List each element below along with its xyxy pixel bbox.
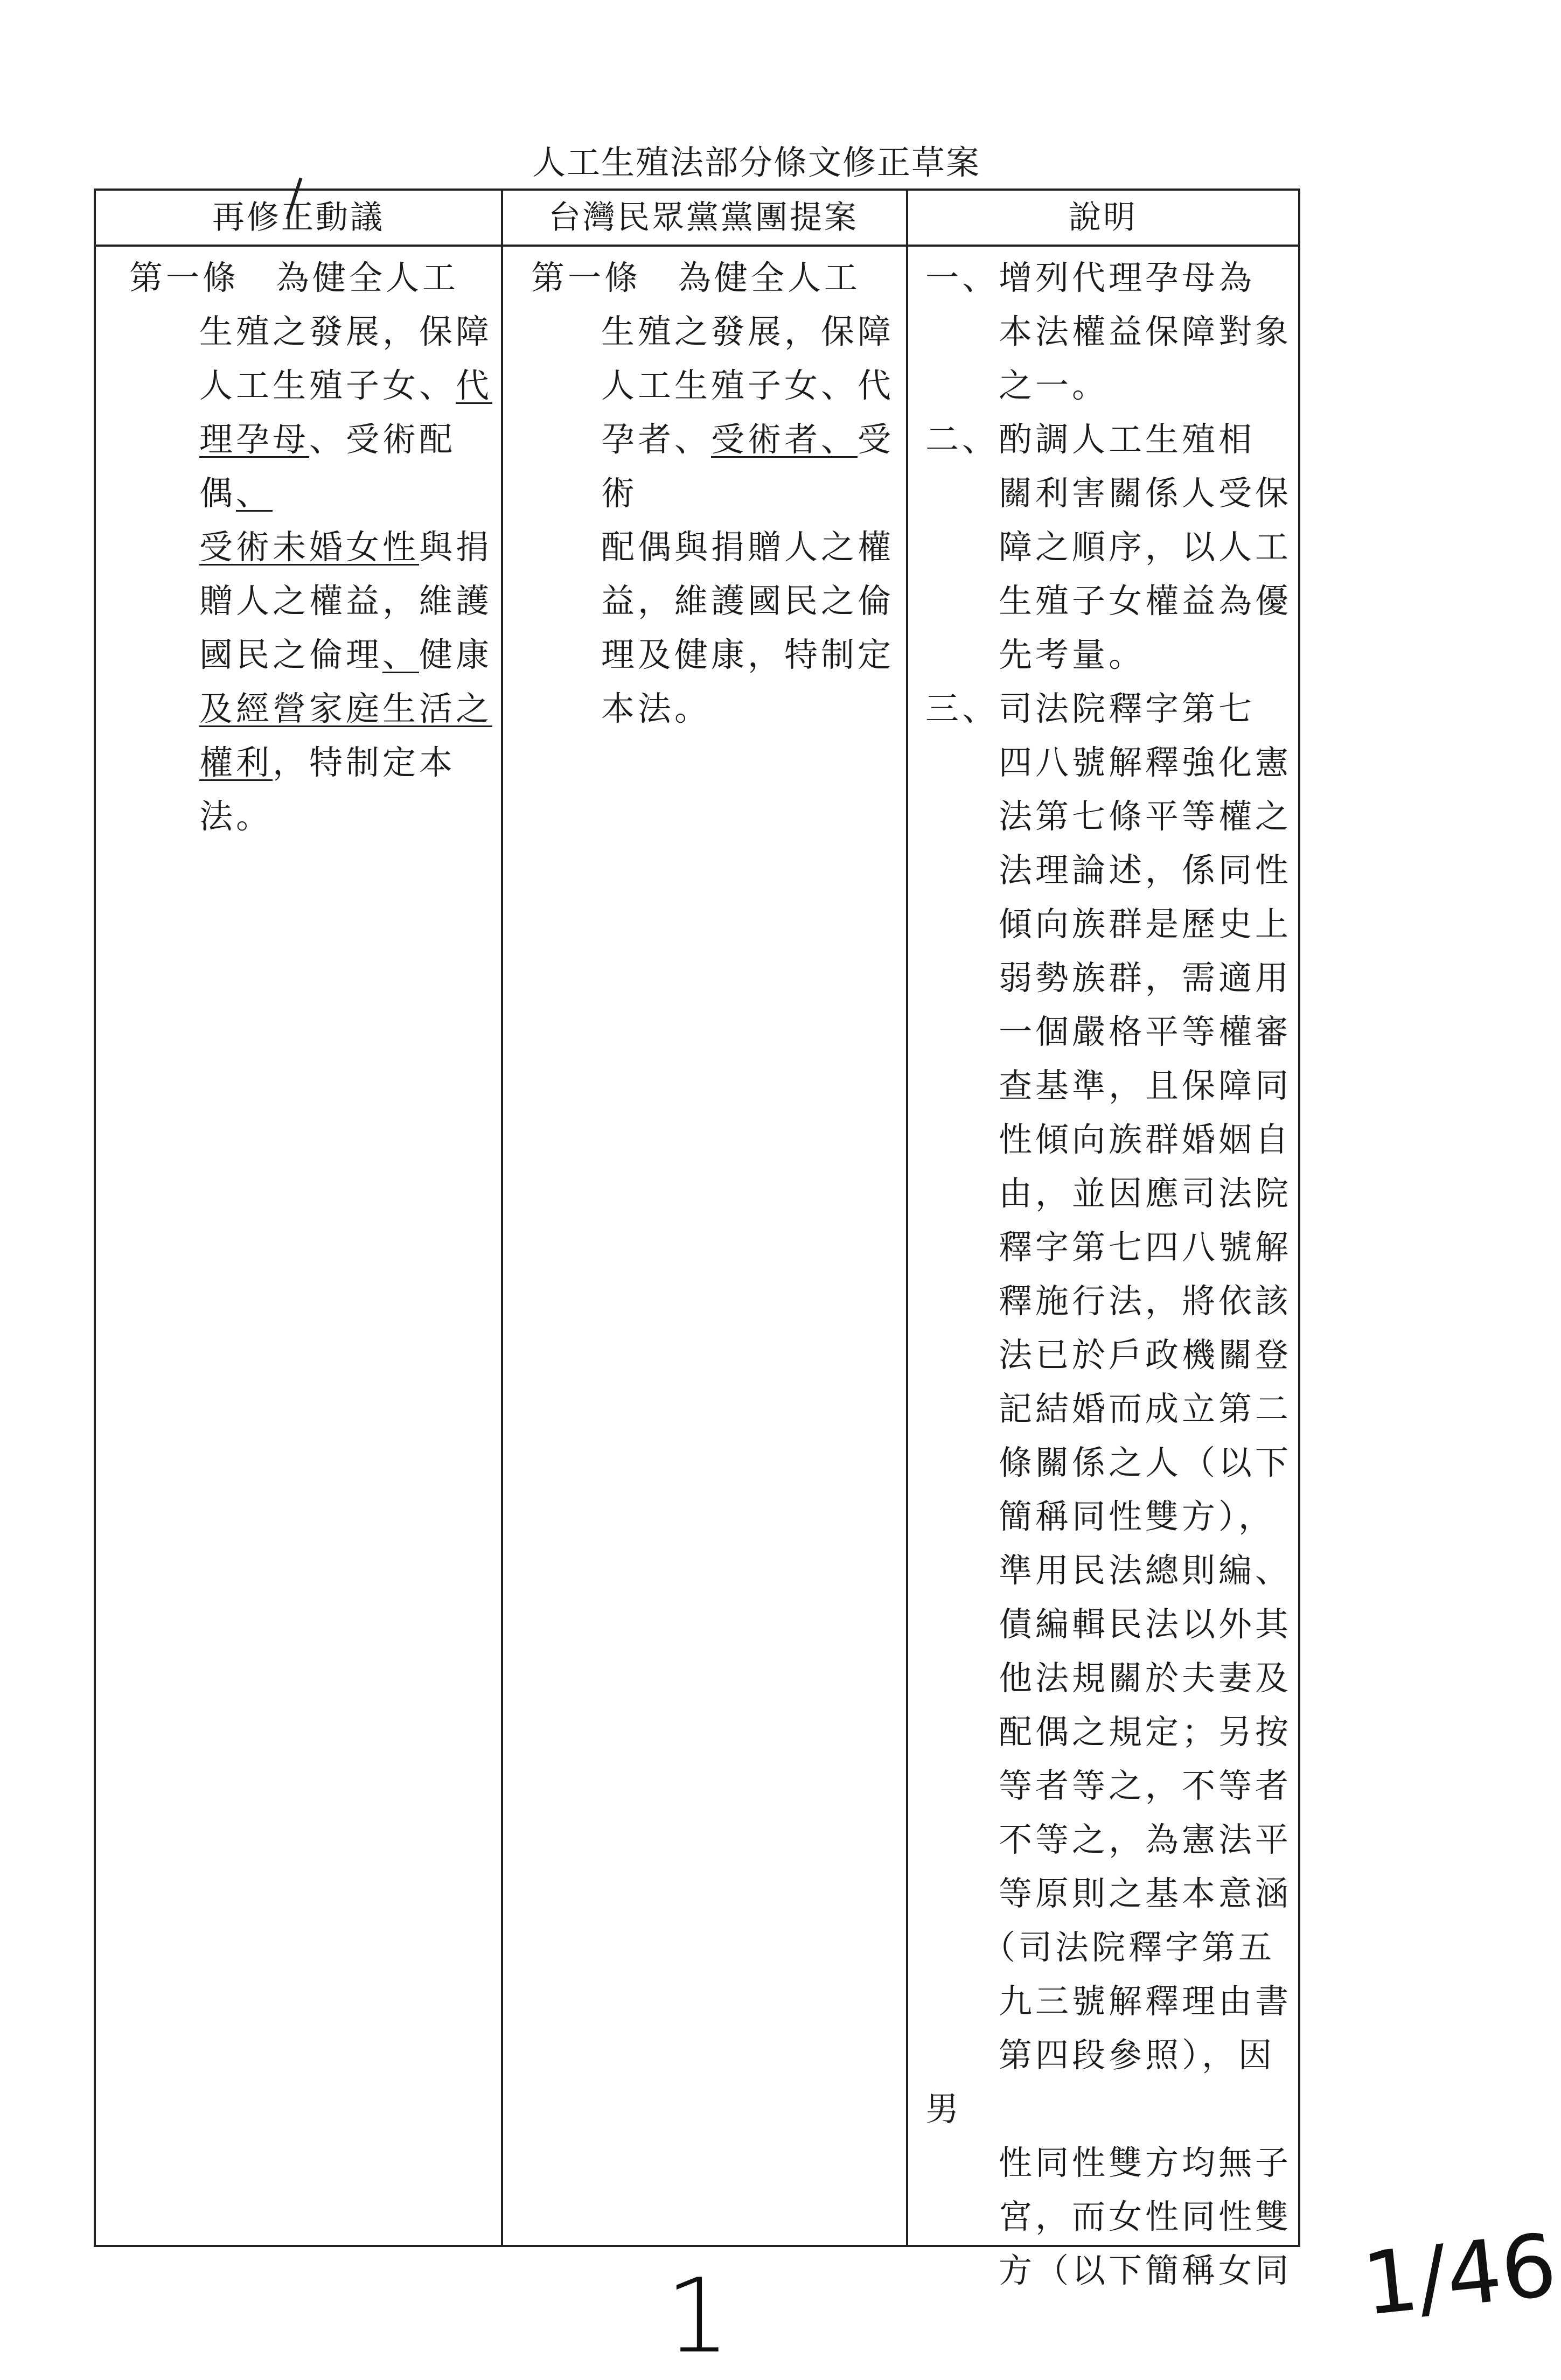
cell-col1 <box>129 251 496 843</box>
col3-line: 簡稱同性雙方）， <box>925 1497 1276 1536</box>
col3-line: 等原則之基本意涵 <box>925 1874 1292 1913</box>
col3-line: 查基準，且保障同 <box>925 1066 1292 1105</box>
col3-line: 二、酌調人工生殖相 <box>925 420 1256 459</box>
col3-line: 三、司法院釋字第七 <box>925 689 1256 728</box>
col3-line: 性同性雙方均無子 <box>925 2143 1292 2182</box>
col3-line: 記結婚而成立第二 <box>925 1389 1292 1428</box>
col1-line: 理孕母、受術配偶、 <box>199 420 456 513</box>
col2-line: 生殖之發展，保障 <box>601 312 895 351</box>
col2-line: 益，維護國民之倫 <box>601 581 895 620</box>
col3-line: 等者等之，不等者 <box>925 1766 1292 1805</box>
col3-line: 傾向族群是歷史上 <box>925 904 1292 944</box>
col1-line: 受術未婚女性與捐 <box>199 527 493 567</box>
comparison-table <box>94 189 1300 2290</box>
header-divider <box>96 245 1298 247</box>
col3-line: 由，並因應司法院 <box>925 1174 1292 1213</box>
handwritten-page-number: 1 <box>665 2257 730 2376</box>
col3-line: 準用民法總則編、 <box>925 1551 1292 1590</box>
col3-line: 不等之，為憲法平 <box>925 1820 1292 1859</box>
col3-line: 方（以下簡稱女同 <box>925 2251 1292 2290</box>
col1-line: 贈人之權益，維護 <box>199 581 493 620</box>
cell-col3 <box>925 251 1297 2298</box>
col3-line: 法第七條平等權之 <box>925 797 1292 836</box>
col2-line: 人工生殖子女、代 <box>601 366 895 405</box>
header-col3: 說明 <box>1069 199 1138 236</box>
col3-line: 先考量。 <box>925 635 1146 674</box>
column-divider-1 <box>501 191 503 2245</box>
col3-line: 障之順序，以人工 <box>925 527 1292 567</box>
col3-line: （司法院釋字第五 <box>925 1928 1276 1967</box>
col3-line: 法已於戶政機關登 <box>925 1335 1292 1374</box>
col3-line: 第四段參照），因男 <box>925 2035 1276 2128</box>
document-title: 人工生殖法部分條文修正草案 <box>532 143 980 182</box>
col1-line: 生殖之發展，保障 <box>199 312 493 351</box>
col3-line: 性傾向族群婚姻自 <box>925 1120 1292 1159</box>
cell-col2 <box>531 251 897 736</box>
col3-line: 他法規關於夫妻及 <box>925 1658 1292 1698</box>
col1-line: 第一條 為健全人工 <box>129 258 459 297</box>
column-divider-2 <box>906 191 908 2245</box>
header-col2: 台灣民眾黨黨團提案 <box>548 199 859 236</box>
col3-line: 配偶之規定；另按 <box>925 1712 1292 1751</box>
col3-line: 法理論述，係同性 <box>925 850 1292 890</box>
col1-line: 及經營家庭生活之 <box>199 689 493 728</box>
col1-line: 權利，特制定本法。 <box>199 743 456 836</box>
col3-line: 債編輯民法以外其 <box>925 1604 1292 1644</box>
col3-line: 釋施行法，將依該 <box>925 1281 1292 1321</box>
col2-line: 第一條 為健全人工 <box>531 258 861 297</box>
col3-line: 一、增列代理孕母為 <box>925 258 1256 297</box>
col3-line: 弱勢族群，需適用 <box>925 958 1292 997</box>
col3-line: 四八號解釋強化憲 <box>925 743 1292 782</box>
col2-line: 孕者、受術者、受術 <box>601 420 895 513</box>
col3-line: 之一。 <box>925 366 1109 405</box>
col3-line: 釋字第七四八號解 <box>925 1227 1292 1267</box>
col3-line: 生殖子女權益為優 <box>925 581 1292 620</box>
col3-line: 宮，而女性同性雙 <box>925 2197 1292 2236</box>
col3-line: 本法權益保障對象 <box>925 312 1292 351</box>
col2-line: 理及健康，特制定 <box>601 635 895 674</box>
col3-line: 一個嚴格平等權審 <box>925 1012 1292 1051</box>
col3-line: 關利害關係人受保 <box>925 473 1292 513</box>
col2-line: 配偶與捐贈人之權 <box>601 527 895 567</box>
handwritten-page-count: 1/46 <box>1358 2214 1561 2335</box>
header-col1: 再修正動議 <box>212 199 385 236</box>
col1-line: 人工生殖子女、代 <box>199 366 493 405</box>
col2-line: 本法。 <box>601 689 712 728</box>
col1-line: 國民之倫理、健康 <box>199 635 493 674</box>
col3-line: 九三號解釋理由書 <box>925 1981 1292 2021</box>
col3-line: 條關係之人（以下 <box>925 1443 1292 1482</box>
